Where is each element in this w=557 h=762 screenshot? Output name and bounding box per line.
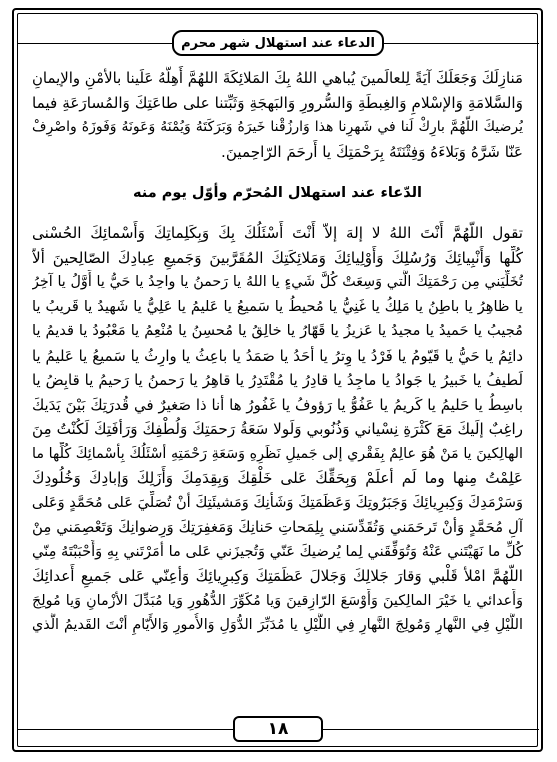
text-line: لَطيفُ يا خَبيرُ يا جَوادُ يا ماجِدُ يا قادِرُ يا مُقْتَدِرُ يا قاهِرُ يا رَحمنُ يا رَحيمُ يا قابِضُ يا (32, 371, 523, 389)
text-line: اللَّيْلِ فِي النَّهارِ وَمُولِجَ النَّهارِ فِي اللَّيْلِ يا مُدَبِّرَ الدُّوَلِ وَالأُمورِ وَالأَيّامِ أنْتَ القَديمُ الَّذي (32, 617, 523, 633)
header-box (172, 30, 384, 56)
text-line: يُرضيكَ اللّهُمَّ بارِكْ لَنا في شَهرِنا هذا وَارزُقْنا خَيرَهُ وَبَرَكَتَهُ وَيُمْنَهُ وَعَونَهُ وَفَوزَهُ واصْرِفْ (32, 119, 523, 135)
text-line: تقول اللّهُمَّ أَنْتَ اللهُ لا إلهَ إلاّ أَنْتَ أَسْئَلُكَ بِكَ وَبِكَلِماتِكَ وَأَسْمائِكَ الحُسْنى (32, 224, 523, 242)
page-number: ١٨ (267, 719, 289, 739)
section-title: الدّعاء عند استهلال المُحرّم وأوّل يوم منه (132, 185, 423, 201)
text-line: اللّهُمَّ امْلأ قَلْبي وَقارَ جَلالِكَ وَجَلالَ عَظَمَتِكَ وَكِبرِيائِكَ وَأعِنّي عَلى جَميعِ أَعدائِكَ (32, 567, 523, 585)
text-line: مُجيبُ يا حَميدُ يا مجيدُ يا عَزيزُ يا قَهّارُ يا خالِقُ يا مُحسِنُ يا مُنْعِمُ يا مَعْبُودُ يا قديمُ يا (32, 322, 523, 339)
text-line: عَلِمْتُ مِنها وما لَم أعلَمْ وَبِحَقِّكَ عَلى خَلْقِكَ وَبِقِدَمِكَ وَأَزَلِكَ وَإبادِكَ وَخُلُودِكَ (32, 469, 523, 487)
text-line: كُلِّ ما نَهَيْتَني عَنْهُ وَتُوَفِّقَني لِما يُرضيكَ عَنّي وَتُجيزَني عَلى ما أمَرْتَني بِهِ وَأَحْبَبْتَهُ مِنّي (32, 542, 523, 560)
text-line: يا ظاهِرُ يا باطِنُ يا مَلِكُ يا غَنِيُّ يا مُحيطُ يا سَميعُ يا عَليمُ يا عَلِيُّ يا شَهيدُ يا قَريبُ يا (32, 297, 523, 315)
header-rule-right (384, 43, 539, 44)
text-line: كُلِّها وَأَنْبِيائِكَ وَرُسُلِكَ وَأَوْلِيائِكَ وَمَلائِكَتِكَ المُقَرَّبينَ وَجَميعِ عِبادِكَ الصّالِحينَ ألاّ (32, 248, 523, 267)
paragraph-2 (32, 221, 523, 638)
footer-rule-right (323, 729, 539, 730)
text-line: وَأَعدائي يا خَيْرَ المالِكينَ وَأَوْسَعَ الرّازِقينَ وَيا مُكَوِّرَ الدُّهُورِ وَيا مُبَدِّلَ الأزْمانِ وَيا مُولِجَ (32, 592, 523, 609)
page-number-box (233, 716, 323, 742)
text-line: دائِمُ يا حَيُّ يا قَيّومُ يا فَرْدُ يا وِترُ يا أحَدُ يا صَمَدُ يا باعِثُ يا وارِثُ يا سَميعُ يا عَليمُ يا (32, 346, 523, 365)
text-line: عَنّا شَرَّهُ وَبَلاءَهُ وَفِتْنَتَهُ بِرَحْمَتِكَ يا أَرحَمَ الرّاحِمينَ. (221, 142, 523, 161)
text-line: وَالسَّلامَةِ وَالإسْلامِ وَالغِبطَةِ وَالسُّرورِ وَالبَهجَةِ وَثَبِّتنا على طاعَتِكَ وَالمُسارَعَةِ فيما (32, 93, 523, 112)
text-line: الهالِكينَ يا مَنْ هُوَ عالِمٌ بِفَقْري إلى جَميلِ نَظَرِهِ وَسَعَةِ رَحْمَتِهِ أسْئَلُكَ بِأسْمائِكَ كُلِّها ما (32, 445, 523, 462)
text-line: وَسَرْمَدِكَ وَكِبرِيائِكَ وَجَبَرُوتِكَ وَعَظَمَتِكَ وَشَأنِكَ وَمَشيئَتِكَ أنْ تُصَلِّيَ عَلى مُحَمَّدٍ وَعَلى (32, 493, 523, 511)
text-line: آلِ مُحَمَّدٍ وَأنْ تَرحَمَني وَتُقَدِّسَني بِلِمَحاتِ حَنانِكَ وَمَغفِرَتِكَ وَرِضوانِكَ وَتَعْصِمَني مِنْ (32, 518, 523, 536)
text-line: باسِطُ يا حَليمُ يا كَريمُ يا عَفُوُّ يا رَؤوفُ يا غَفُورُ ها أنا ذا صَغيرٌ في قُدرَتِكَ بَيْنَ يَدَيكَ (32, 395, 523, 414)
text-line: راغِبٌ إلَيكَ مَعَ كَثْرَةِ نِسْياني وَذُنُوبي وَلَولا سَعَةُ رَحمَتِكَ وَلُطْفِكَ وَرَأفَتِكَ لَكُنْتُ مِنَ (32, 420, 523, 438)
text-line: تُخَلِّيَني مِن رَحْمَتِكَ الَّتي وَسِعَتْ كُلَّ شَيءٍ يا اللهُ يا رَحمنُ يا واحِدُ يا حَيُّ يا أَوَّلُ يا آخِرُ (32, 274, 523, 290)
page-header-title: الدعاء عند استهلال شهر محرم (181, 35, 375, 51)
page-content (32, 66, 523, 638)
header-rule-left (18, 43, 172, 44)
text-line: مَنازِلَكَ وَجَعَلَكَ آيَةً لِلعالَمينَ يُباهي اللهُ بِكَ المَلائِكَةَ اللهُمَّ أَهِلَّهُ عَلَينا بالأمْنِ والإيمانِ (32, 69, 523, 87)
paragraph-1 (32, 66, 523, 164)
footer-rule-left (18, 729, 233, 730)
